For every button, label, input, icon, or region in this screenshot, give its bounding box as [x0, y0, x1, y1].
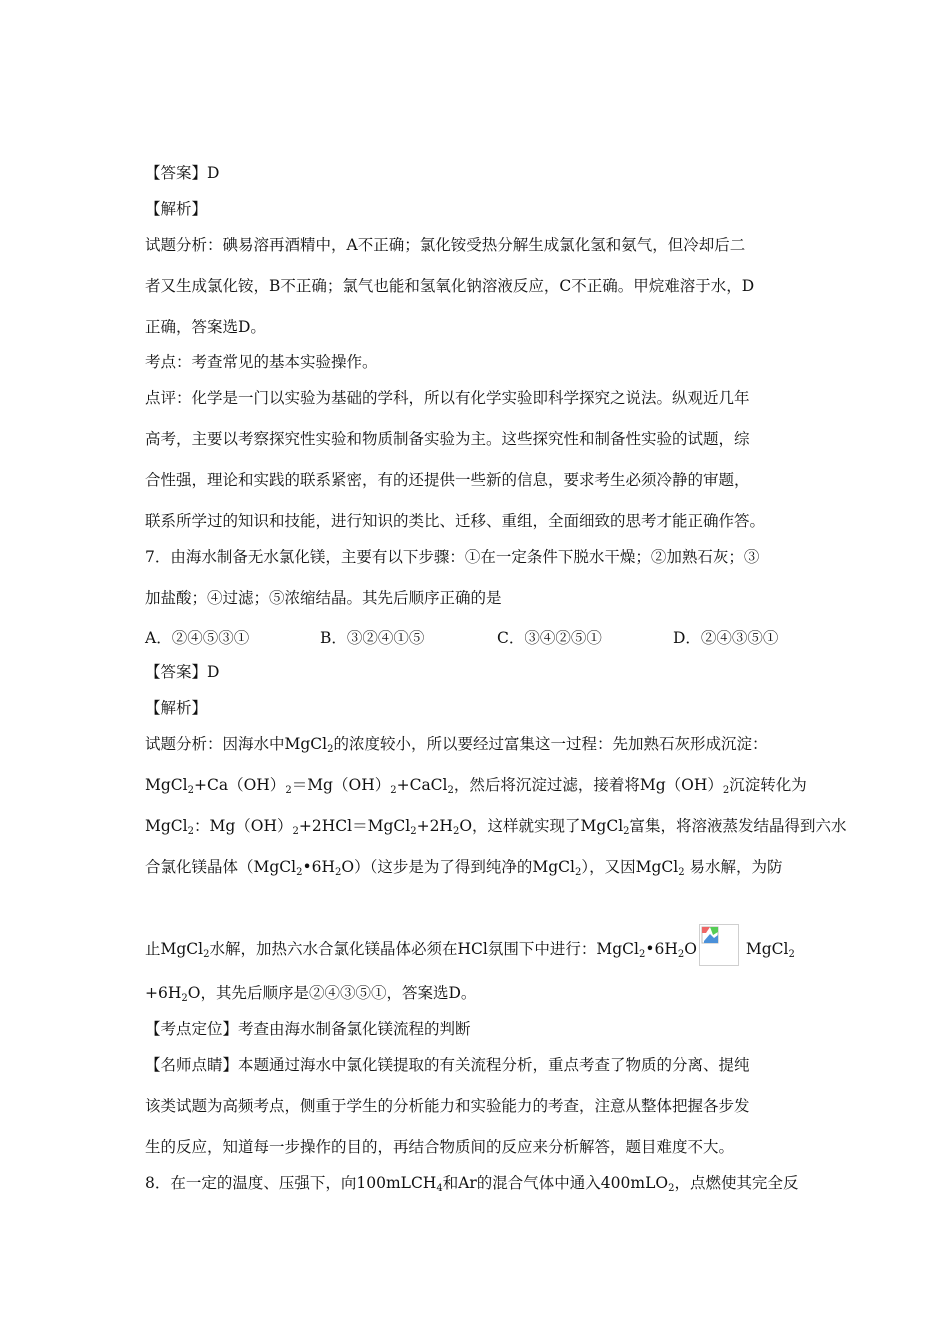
- q7-option-a: A．②④⑤③①: [145, 629, 250, 647]
- q6-answer: 【答案】D: [145, 164, 220, 182]
- q7-analysis-line-2: $MgCl_2+Ca(OH)_2=Mg(OH)_2+CaCl_2$，然后将沉淀过滤，接着将$Mg(OH)_2$沉淀转化为: [145, 776, 807, 796]
- q7-mingshi-line-3: 生的反应，知道每一步操作的目的，再结合物质间的反应来分析解答，题目难度不大。: [145, 1138, 735, 1156]
- q7-option-d: D．②④③⑤①: [673, 629, 779, 647]
- q7-option-b: B．③②④①⑤: [320, 629, 425, 647]
- q7-options: [145, 626, 805, 646]
- q7-stem-line-2: 加盐酸；④过滤；⑤浓缩结晶。其先后顺序正确的是: [145, 589, 502, 607]
- q7-analysis-heading: 【解析】: [145, 699, 208, 717]
- q7-analysis-line-3: MgCl$_2$：$Mg(OH)_2+2HCl=MgCl_2+2H_2O$，这样就实现了MgCl$_2$富集，将溶液蒸发结晶得到六水: [145, 817, 847, 837]
- q6-analysis-line-1: 试题分析：碘易溶再酒精中，A不正确；氯化铵受热分解生成氯化氢和氨气，但冷却后二: [145, 236, 746, 254]
- q7-kaodian-dingwei: 【考点定位】考查由海水制备氯化镁流程的判断: [145, 1020, 471, 1038]
- broken-image-icon: [699, 924, 739, 966]
- q7-analysis-line-5: 止MgCl$_2$水解，加热六水合氯化镁晶体必须在HCl氛围下中进行：$MgCl_2•6H_2O$ MgCl$_2$: [145, 924, 795, 966]
- q6-analysis-line-2: 者又生成氯化铵，B不正确；氯气也能和氢氧化钠溶液反应，C不正确。甲烷难溶于水，D: [145, 277, 755, 295]
- q6-kaodian: 考点：考查常见的基本实验操作。: [145, 353, 378, 371]
- q7-analysis-line-1: 试题分析：因海水中MgCl$_2$的浓度较小，所以要经过富集这一过程：先加熟石灰形成沉淀：: [145, 735, 768, 755]
- q6-comment-line-1: 点评：化学是一门以实验为基础的学科，所以有化学实验即科学探究之说法。纵观近几年: [145, 389, 750, 407]
- q7-option-c: C．③④②⑤①: [497, 629, 602, 647]
- q6-analysis-heading: 【解析】: [145, 200, 208, 218]
- q7-mingshi-line-2: 该类试题为高频考点，侧重于学生的分析能力和实验能力的考查，注意从整体把握各步发: [145, 1097, 750, 1115]
- q6-analysis-line-3: 正确，答案选D。: [145, 318, 266, 336]
- q6-comment-line-4: 联系所学过的知识和技能，进行知识的类比、迁移、重组，全面细致的思考才能正确作答。: [145, 512, 766, 530]
- q7-answer: 【答案】D: [145, 663, 220, 681]
- q7-analysis-line-4: 合氯化镁晶体$(MgCl_2•6H_2O)$（这步是为了得到纯净的MgCl$_2$），又因MgCl$_2$ 易水解，为防: [145, 858, 783, 878]
- q7-analysis-line-6: $+6H_2O$，其先后顺序是②④③⑤①，答案选D。: [145, 984, 477, 1004]
- q6-comment-line-2: 高考，主要以考察探究性实验和物质制备实验为主。这些探究性和制备性实验的试题，综: [145, 430, 750, 448]
- q6-comment-line-3: 合性强，理论和实践的联系紧密，有的还提供一些新的信息，要求考生必须冷静的审题，: [145, 471, 750, 489]
- q7-stem-line-1: 7．由海水制备无水氯化镁，主要有以下步骤：①在一定条件下脱水干燥；②加熟石灰；③: [145, 548, 760, 566]
- q7-mingshi-line-1: 【名师点睛】本题通过海水中氯化镁提取的有关流程分析，重点考查了物质的分离、提纯: [145, 1056, 750, 1074]
- q8-stem-line-1: 8．在一定的温度、压强下，向100mLCH$_4$和Ar的混合气体中通入400mLO$_2$，点燃使其完全反: [145, 1174, 799, 1194]
